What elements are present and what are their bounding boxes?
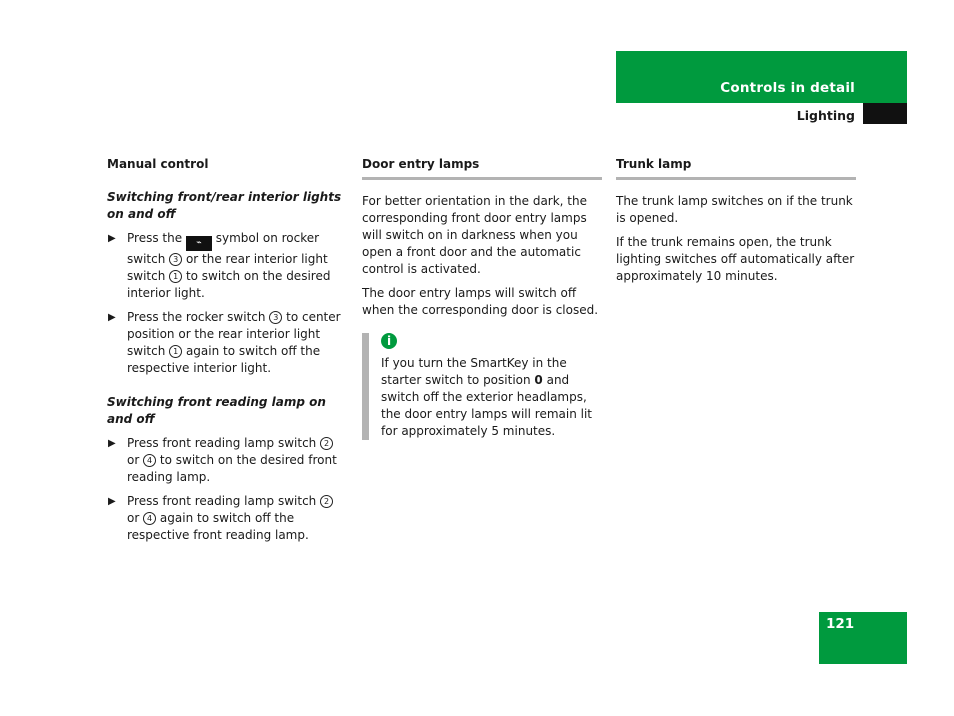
column-trunk-lamp <box>616 156 856 292</box>
page-number-box <box>819 612 907 664</box>
subheading-reading-lamp: Switching front reading lamp on and off <box>107 395 326 426</box>
heading-trunk-lamp: Trunk lamp <box>616 156 856 180</box>
list-item <box>107 435 347 486</box>
text: and switch off the exterior headlamps, the door entry lamps will remain lit for approximately 5 minutes. <box>381 373 593 438</box>
text: again to switch off the respective front reading lamp. <box>127 511 309 542</box>
bullet-triangle-icon: ▶ <box>108 312 116 323</box>
text: again to switch off the respective interior light. <box>127 344 321 375</box>
bullet-triangle-icon: ▶ <box>108 233 116 244</box>
paragraph: The door entry lamps will switch off when the corresponding door is closed. <box>362 286 599 317</box>
callout-number: 3 <box>169 253 182 266</box>
section-title: Controls in detail <box>720 80 855 96</box>
info-icon: i <box>381 333 397 349</box>
list-item <box>107 230 347 302</box>
callout-number: 2 <box>320 437 333 450</box>
interior-light-symbol-icon: ⌁ <box>186 236 212 251</box>
callout-number: 1 <box>169 345 182 358</box>
text: If you turn the SmartKey in the starter switch to position <box>381 356 567 387</box>
callout-number: 1 <box>169 270 182 283</box>
heading-door-entry-lamps: Door entry lamps <box>362 156 602 180</box>
text: to switch on the desired front reading lamp. <box>127 453 337 484</box>
subheading-interior-lights: Switching front/rear interior lights on and off <box>107 190 342 221</box>
subsection-title: Lighting <box>796 108 855 123</box>
text: Press the <box>127 231 186 245</box>
header-bar <box>616 51 907 103</box>
text: or the rear interior light switch <box>127 252 328 283</box>
text: to center position or the rear interior light switch <box>127 310 341 358</box>
text: Press front reading lamp switch <box>127 436 321 450</box>
text: or <box>127 453 144 467</box>
page-number: 121 <box>826 616 855 632</box>
bullet-triangle-icon: ▶ <box>108 438 116 449</box>
text: symbol on rocker switch <box>127 231 320 266</box>
text: or <box>127 511 144 525</box>
note-text <box>381 355 602 440</box>
text: Press the rocker switch <box>127 310 270 324</box>
paragraph: The trunk lamp switches on if the trunk is opened. <box>616 194 853 225</box>
list-item <box>107 309 347 377</box>
callout-number: 4 <box>143 454 156 467</box>
callout-number: 3 <box>269 311 282 324</box>
text-bold: 0 <box>534 373 543 387</box>
note-bar <box>362 333 369 440</box>
bullet-triangle-icon: ▶ <box>108 496 116 507</box>
text: Press front reading lamp switch <box>127 494 321 508</box>
heading-manual-control: Manual control <box>107 157 209 171</box>
subsection-row <box>616 103 907 124</box>
paragraph: If the trunk remains open, the trunk lighting switches off automatically after approximately 10 minutes. <box>616 235 855 283</box>
column-door-entry-lamps <box>362 156 602 440</box>
info-note <box>362 333 602 440</box>
column-manual-control <box>107 156 347 551</box>
list-item <box>107 493 347 544</box>
callout-number: 4 <box>143 512 156 525</box>
text: to switch on the desired interior light. <box>127 269 331 300</box>
callout-number: 2 <box>320 495 333 508</box>
paragraph: For better orientation in the dark, the corresponding front door entry lamps will switch on in darkness when you open a front door and the automatic control is activated. <box>362 194 587 276</box>
subsection-tab <box>863 103 907 124</box>
